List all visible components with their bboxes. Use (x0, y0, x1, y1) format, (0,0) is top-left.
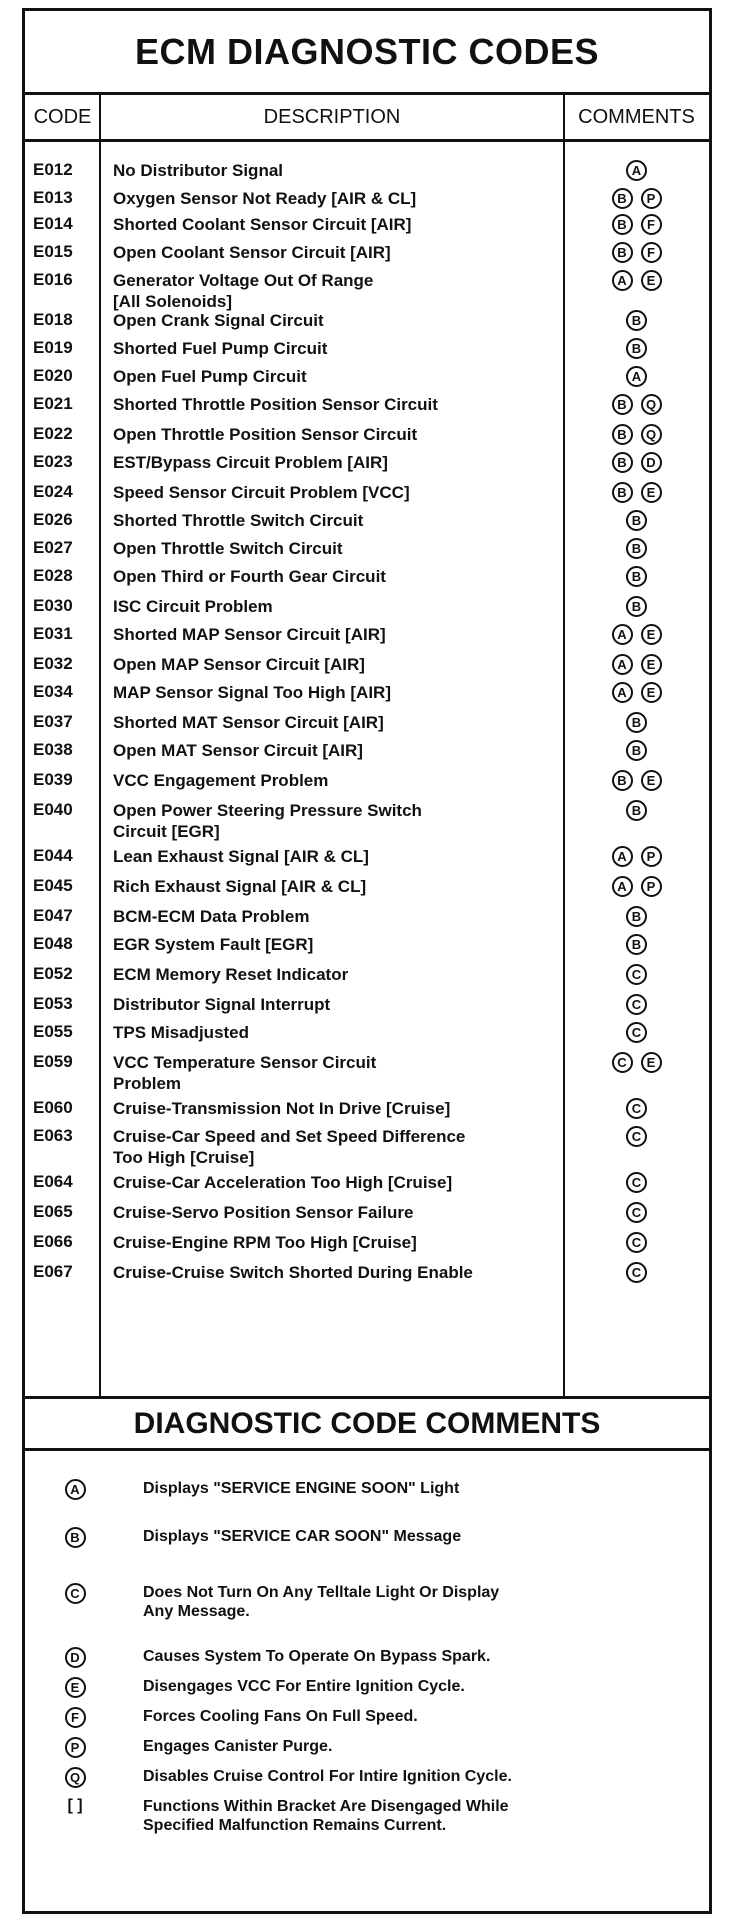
description-cell: Cruise-Servo Position Sensor Failure (113, 1203, 414, 1222)
comments-cell (564, 242, 709, 263)
code-cell: E045 (33, 876, 73, 895)
description-cell: Open Crank Signal Circuit (113, 311, 324, 330)
code-cell: E064 (33, 1172, 73, 1191)
description-cell: TPS Misadjusted (113, 1023, 250, 1042)
comments-cell (564, 214, 709, 235)
code-cell: E013 (33, 188, 73, 207)
diagnostic-sheet (22, 8, 712, 1914)
code-cell: E048 (33, 934, 73, 953)
description-cell: Open Throttle Position Sensor Circuit (113, 425, 418, 444)
comment-mark-icon: A (626, 160, 647, 181)
code-cell: E027 (33, 538, 73, 557)
comment-mark-icon: A (612, 270, 633, 291)
comments-cell (564, 712, 709, 733)
comments-cell (564, 1098, 709, 1119)
code-cell: E044 (33, 846, 73, 865)
comment-mark-icon: A (612, 624, 633, 645)
code-cell: E015 (33, 242, 73, 261)
legend-symbol (55, 1767, 95, 1788)
comments-cell (564, 994, 709, 1015)
description-cell: Distributor Signal Interrupt (113, 995, 331, 1014)
comments-cell (564, 624, 709, 645)
comments-cell (564, 1052, 709, 1073)
description-cell: ECM Memory Reset Indicator (113, 965, 349, 984)
legend-text: Causes System To Operate On Bypass Spark. (143, 1648, 491, 1665)
comments-cell (564, 1262, 709, 1283)
comment-mark-icon: E (641, 1052, 662, 1073)
comment-mark-icon: A (626, 366, 647, 387)
comment-mark-icon: A (612, 876, 633, 897)
comments-cell (564, 338, 709, 359)
description-cell: Open MAP Sensor Circuit [AIR] (113, 655, 365, 674)
comment-mark-icon: B (626, 310, 647, 331)
comment-mark-icon: E (641, 270, 662, 291)
comment-mark-icon: C (626, 1202, 647, 1223)
comment-mark-icon: C (626, 1232, 647, 1253)
comment-mark-icon: B (612, 770, 633, 791)
legend-circle-icon: F (65, 1707, 86, 1728)
legend-symbol (55, 1797, 95, 1815)
legend-circle-icon: P (65, 1737, 86, 1758)
comment-mark-icon: Q (641, 424, 662, 445)
comment-mark-icon: E (641, 770, 662, 791)
description-cell: Open Third or Fourth Gear Circuit (113, 567, 386, 586)
description-cell: Speed Sensor Circuit Problem [VCC] (113, 483, 410, 502)
comments-cell (564, 310, 709, 331)
code-cell: E065 (33, 1202, 73, 1221)
code-cell: E016 (33, 270, 73, 289)
comment-mark-icon: A (612, 682, 633, 703)
comment-mark-icon: C (626, 1098, 647, 1119)
legend-circle-icon: Q (65, 1767, 86, 1788)
legend-circle-icon: E (65, 1677, 86, 1698)
legend-text: Forces Cooling Fans On Full Speed. (143, 1708, 418, 1725)
code-cell: E053 (33, 994, 73, 1013)
code-cell: E012 (33, 160, 73, 179)
comments-cell (564, 366, 709, 387)
code-cell: E038 (33, 740, 73, 759)
comments-cell (564, 876, 709, 897)
code-cell: E066 (33, 1232, 73, 1251)
legend-circle-icon: A (65, 1479, 86, 1500)
description-cell: Cruise-Transmission Not In Drive [Cruise] (113, 1099, 451, 1118)
description-cell: Shorted Fuel Pump Circuit (113, 339, 328, 358)
comment-mark-icon: P (641, 876, 662, 897)
code-cell: E037 (33, 712, 73, 731)
comment-mark-icon: C (626, 964, 647, 985)
legend-symbol (55, 1527, 95, 1548)
comments-cell (564, 1022, 709, 1043)
description-cell: Open MAT Sensor Circuit [AIR] (113, 741, 363, 760)
description-cell: Generator Voltage Out Of Range [All Solenoids] (113, 271, 374, 311)
comments-cell (564, 740, 709, 761)
code-cell: E026 (33, 510, 73, 529)
comment-mark-icon: C (612, 1052, 633, 1073)
legend-circle-icon: C (65, 1583, 86, 1604)
comments-cell (564, 654, 709, 675)
comment-mark-icon: E (641, 624, 662, 645)
description-cell: Cruise-Engine RPM Too High [Cruise] (113, 1233, 417, 1252)
comments-cell (564, 188, 709, 209)
legend-bracket-icon: [ ] (67, 1797, 83, 1814)
code-cell: E055 (33, 1022, 73, 1041)
description-cell: EGR System Fault [EGR] (113, 935, 314, 954)
code-cell: E039 (33, 770, 73, 789)
legend-text: Disengages VCC For Entire Ignition Cycle. (143, 1678, 465, 1695)
code-cell: E031 (33, 624, 73, 643)
comments-cell (564, 800, 709, 821)
comment-mark-icon: F (641, 242, 662, 263)
comment-mark-icon: E (641, 682, 662, 703)
description-cell: No Distributor Signal (113, 161, 283, 180)
comment-mark-icon: A (612, 654, 633, 675)
comment-mark-icon: B (612, 394, 633, 415)
comment-mark-icon: B (612, 424, 633, 445)
code-cell: E022 (33, 424, 73, 443)
legend-text: Disables Cruise Control For Intire Ignition Cycle. (143, 1768, 512, 1785)
comment-mark-icon: B (626, 338, 647, 359)
description-cell: EST/Bypass Circuit Problem [AIR] (113, 453, 388, 472)
comment-mark-icon: B (626, 596, 647, 617)
comment-mark-icon: P (641, 188, 662, 209)
code-cell: E059 (33, 1052, 73, 1071)
comment-mark-icon: P (641, 846, 662, 867)
legend-text: Does Not Turn On Any Telltale Light Or Display Any Message. (143, 1584, 500, 1620)
legend-symbol (55, 1707, 95, 1728)
description-cell: Oxygen Sensor Not Ready [AIR & CL] (113, 189, 417, 208)
comments-cell (564, 1232, 709, 1253)
description-cell: VCC Engagement Problem (113, 771, 329, 790)
comments-cell (564, 934, 709, 955)
comments-cell (564, 482, 709, 503)
legend-text: Engages Canister Purge. (143, 1738, 333, 1755)
description-cell: Shorted Coolant Sensor Circuit [AIR] (113, 215, 412, 234)
comment-mark-icon: B (626, 800, 647, 821)
legend-text: Displays "SERVICE ENGINE SOON" Light (143, 1480, 460, 1497)
code-cell: E018 (33, 310, 73, 329)
comments-cell (564, 270, 709, 291)
legend-circle-icon: D (65, 1647, 86, 1668)
comment-mark-icon: D (641, 452, 662, 473)
code-cell: E020 (33, 366, 73, 385)
code-cell: E014 (33, 214, 73, 233)
description-cell: Open Power Steering Pressure Switch Circuit [EGR] (113, 801, 422, 841)
code-cell: E021 (33, 394, 73, 413)
description-cell: Rich Exhaust Signal [AIR & CL] (113, 877, 367, 896)
column-divider-code (99, 95, 101, 1396)
description-cell: Lean Exhaust Signal [AIR & CL] (113, 847, 369, 866)
description-cell: Shorted MAP Sensor Circuit [AIR] (113, 625, 386, 644)
legend-text: Functions Within Bracket Are Disengaged While Specified Malfunction Remains Current. (143, 1798, 509, 1834)
comments-cell (564, 1202, 709, 1223)
comments-cell (564, 770, 709, 791)
comment-mark-icon: B (612, 242, 633, 263)
comments-cell (564, 538, 709, 559)
code-cell: E063 (33, 1126, 73, 1145)
comment-mark-icon: B (626, 934, 647, 955)
comments-cell (564, 394, 709, 415)
comment-mark-icon: B (626, 906, 647, 927)
legend-text: Displays "SERVICE CAR SOON" Message (143, 1528, 462, 1545)
comment-mark-icon: B (626, 510, 647, 531)
description-cell: Shorted Throttle Position Sensor Circuit (113, 395, 438, 414)
description-cell: Cruise-Car Acceleration Too High [Cruise] (113, 1173, 453, 1192)
comments-cell (564, 596, 709, 617)
description-cell: MAP Sensor Signal Too High [AIR] (113, 683, 391, 702)
code-cell: E052 (33, 964, 73, 983)
legend-symbol (55, 1479, 95, 1500)
comment-mark-icon: E (641, 482, 662, 503)
comment-mark-icon: C (626, 994, 647, 1015)
code-cell: E023 (33, 452, 73, 471)
description-cell: Open Fuel Pump Circuit (113, 367, 307, 386)
comment-mark-icon: B (626, 566, 647, 587)
description-cell: Shorted Throttle Switch Circuit (113, 511, 364, 530)
comments-cell (564, 846, 709, 867)
description-cell: Cruise-Car Speed and Set Speed Difference Too High [Cruise] (113, 1127, 466, 1167)
legend-symbol (55, 1647, 95, 1668)
code-cell: E030 (33, 596, 73, 615)
comment-mark-icon: C (626, 1262, 647, 1283)
comments-cell (564, 1126, 709, 1147)
code-cell: E019 (33, 338, 73, 357)
code-cell: E032 (33, 654, 73, 673)
code-cell: E060 (33, 1098, 73, 1117)
comments-cell (564, 160, 709, 181)
comments-cell (564, 1172, 709, 1193)
comment-mark-icon: C (626, 1172, 647, 1193)
comments-cell (564, 906, 709, 927)
comment-mark-icon: B (626, 538, 647, 559)
description-cell: VCC Temperature Sensor Circuit Problem (113, 1053, 377, 1093)
description-cell: BCM-ECM Data Problem (113, 907, 310, 926)
code-cell: E024 (33, 482, 73, 501)
description-cell: Shorted MAT Sensor Circuit [AIR] (113, 713, 384, 732)
comment-mark-icon: F (641, 214, 662, 235)
comments-cell (564, 510, 709, 531)
comment-mark-icon: A (612, 846, 633, 867)
comment-mark-icon: E (641, 654, 662, 675)
comments-cell (564, 424, 709, 445)
description-cell: Cruise-Cruise Switch Shorted During Enable (113, 1263, 473, 1282)
legend-symbol (55, 1737, 95, 1758)
legend-circle-icon: B (65, 1527, 86, 1548)
column-header-comments: COMMENTS (564, 95, 709, 142)
comments-cell (564, 452, 709, 473)
comments-cell (564, 682, 709, 703)
code-cell: E034 (33, 682, 73, 701)
description-cell: Open Throttle Switch Circuit (113, 539, 343, 558)
code-cell: E028 (33, 566, 73, 585)
description-cell: ISC Circuit Problem (113, 597, 273, 616)
comment-mark-icon: B (612, 188, 633, 209)
page-title: ECM DIAGNOSTIC CODES (25, 11, 709, 95)
comment-mark-icon: C (626, 1126, 647, 1147)
description-cell: Open Coolant Sensor Circuit [AIR] (113, 243, 391, 262)
code-cell: E040 (33, 800, 73, 819)
column-header-description: DESCRIPTION (100, 95, 564, 142)
comments-cell (564, 566, 709, 587)
code-cell: E067 (33, 1262, 73, 1281)
comments-section-title: DIAGNOSTIC CODE COMMENTS (25, 1396, 709, 1451)
comment-mark-icon: B (626, 740, 647, 761)
comment-mark-icon: B (626, 712, 647, 733)
comment-mark-icon: C (626, 1022, 647, 1043)
column-header-code: CODE (25, 95, 100, 142)
comment-mark-icon: Q (641, 394, 662, 415)
comment-mark-icon: B (612, 452, 633, 473)
legend-symbol (55, 1677, 95, 1698)
comment-mark-icon: B (612, 214, 633, 235)
comments-cell (564, 964, 709, 985)
code-cell: E047 (33, 906, 73, 925)
comment-mark-icon: B (612, 482, 633, 503)
legend-symbol (55, 1583, 95, 1604)
